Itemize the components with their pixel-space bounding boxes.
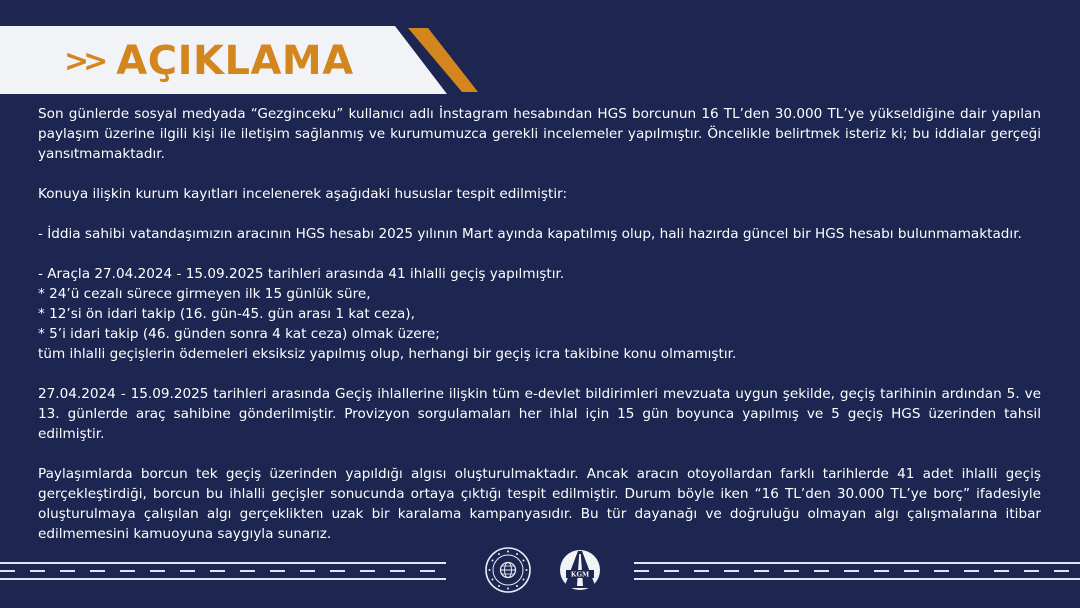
paragraph-conclusion: Paylaşımlarda borcun tek geçiş üzerinden yapıldığı algısı oluşturulmaktadır. Ancak aracın otoyollardan farklı tarihlerde 41 adet ihlalli geçiş gerçekleştirdiği, borcun bu ihlalli geçişler sonucunda ortaya çıktığı tespit edilmiştir. Durum böyle iken “16 TL’den 30.000 TL’ye borç” ifadesiyle oluşturulmaya çalışılan algı gerçeklikten uzak bir karalama kampanyasıdır. Bu tür dayanağı ve doğruluğu olmayan algı çalışmalarına itibar edilmemesini kamuoyuna saygıyla sunarız. <box>38 466 1041 542</box>
paragraph-notifications: 27.04.2024 - 15.09.2025 tarihleri arasında Geçiş ihlallerine ilişkin tüm e-devlet bildirimleri mevzuata uygun şekilde, geçiş tarihinin ardından 5. ve 13. günlerde araç sahibine gönderilmiştir. Provizyon sorgulamaları her ihlal için 15 gün boyunca yapılmış ve 5 geçiş HGS üzerinden tahsil edilmiştir. <box>38 386 1041 442</box>
road-line-left <box>0 562 446 580</box>
list-item: - Araçla 27.04.2024 - 15.09.2025 tarihleri arasında 41 ihlalli geçiş yapılmıştır. <box>38 266 565 282</box>
paragraph-intro: Son günlerde sosyal medyada “Gezginceku” kullanıcı adlı İnstagram hesabından HGS borcunun 16 TL’den 30.000 TL’ye yükseldiğine dair yapılan paylaşım üzerine ilgili kişi ile iletişim sağlanmış ve kurumumuzca gerekli incelemeler yapılmıştır. Öncelikle belirtmek isteriz ki; bu iddialar gerçeği yansıtmamaktadır. <box>38 106 1041 162</box>
highway-icon <box>558 546 602 594</box>
globe-seal-icon <box>484 546 532 594</box>
double-chevron-icon: >> <box>64 43 103 79</box>
title-text: AÇIKLAMA <box>116 38 354 84</box>
list-item: * 12’si ön idari takip (16. gün-45. gün arası 1 kat ceza), <box>38 306 415 322</box>
list-item: tüm ihlalli geçişlerin ödemeleri eksiksiz yapılmış olup, herhangi bir geçiş icra takibine konu olmamıştır. <box>38 346 737 362</box>
paragraph-findings-intro: Konuya ilişkin kurum kayıtları incelenerek aşağıdaki hususlar tespit edilmiştir: <box>38 186 568 202</box>
page-title <box>64 36 354 86</box>
paragraph-account-closed: - İddia sahibi vatandaşımızın aracının HGS hesabı 2025 yılının Mart ayında kapatılmış olup, hali hazırda güncel bir HGS hesabı bulunmamaktadır. <box>38 226 1022 242</box>
paragraph-violations-list <box>38 264 1041 364</box>
title-banner <box>0 26 480 96</box>
road-line-right <box>634 562 1080 580</box>
svg-text:KGM: KGM <box>570 570 590 579</box>
list-item: * 24’ü cezalı sürece girmeyen ilk 15 günlük süre, <box>38 286 371 302</box>
statement-body <box>38 104 1041 564</box>
list-item: * 5’i idari takip (46. günden sonra 4 kat ceza) olmak üzere; <box>38 326 440 342</box>
